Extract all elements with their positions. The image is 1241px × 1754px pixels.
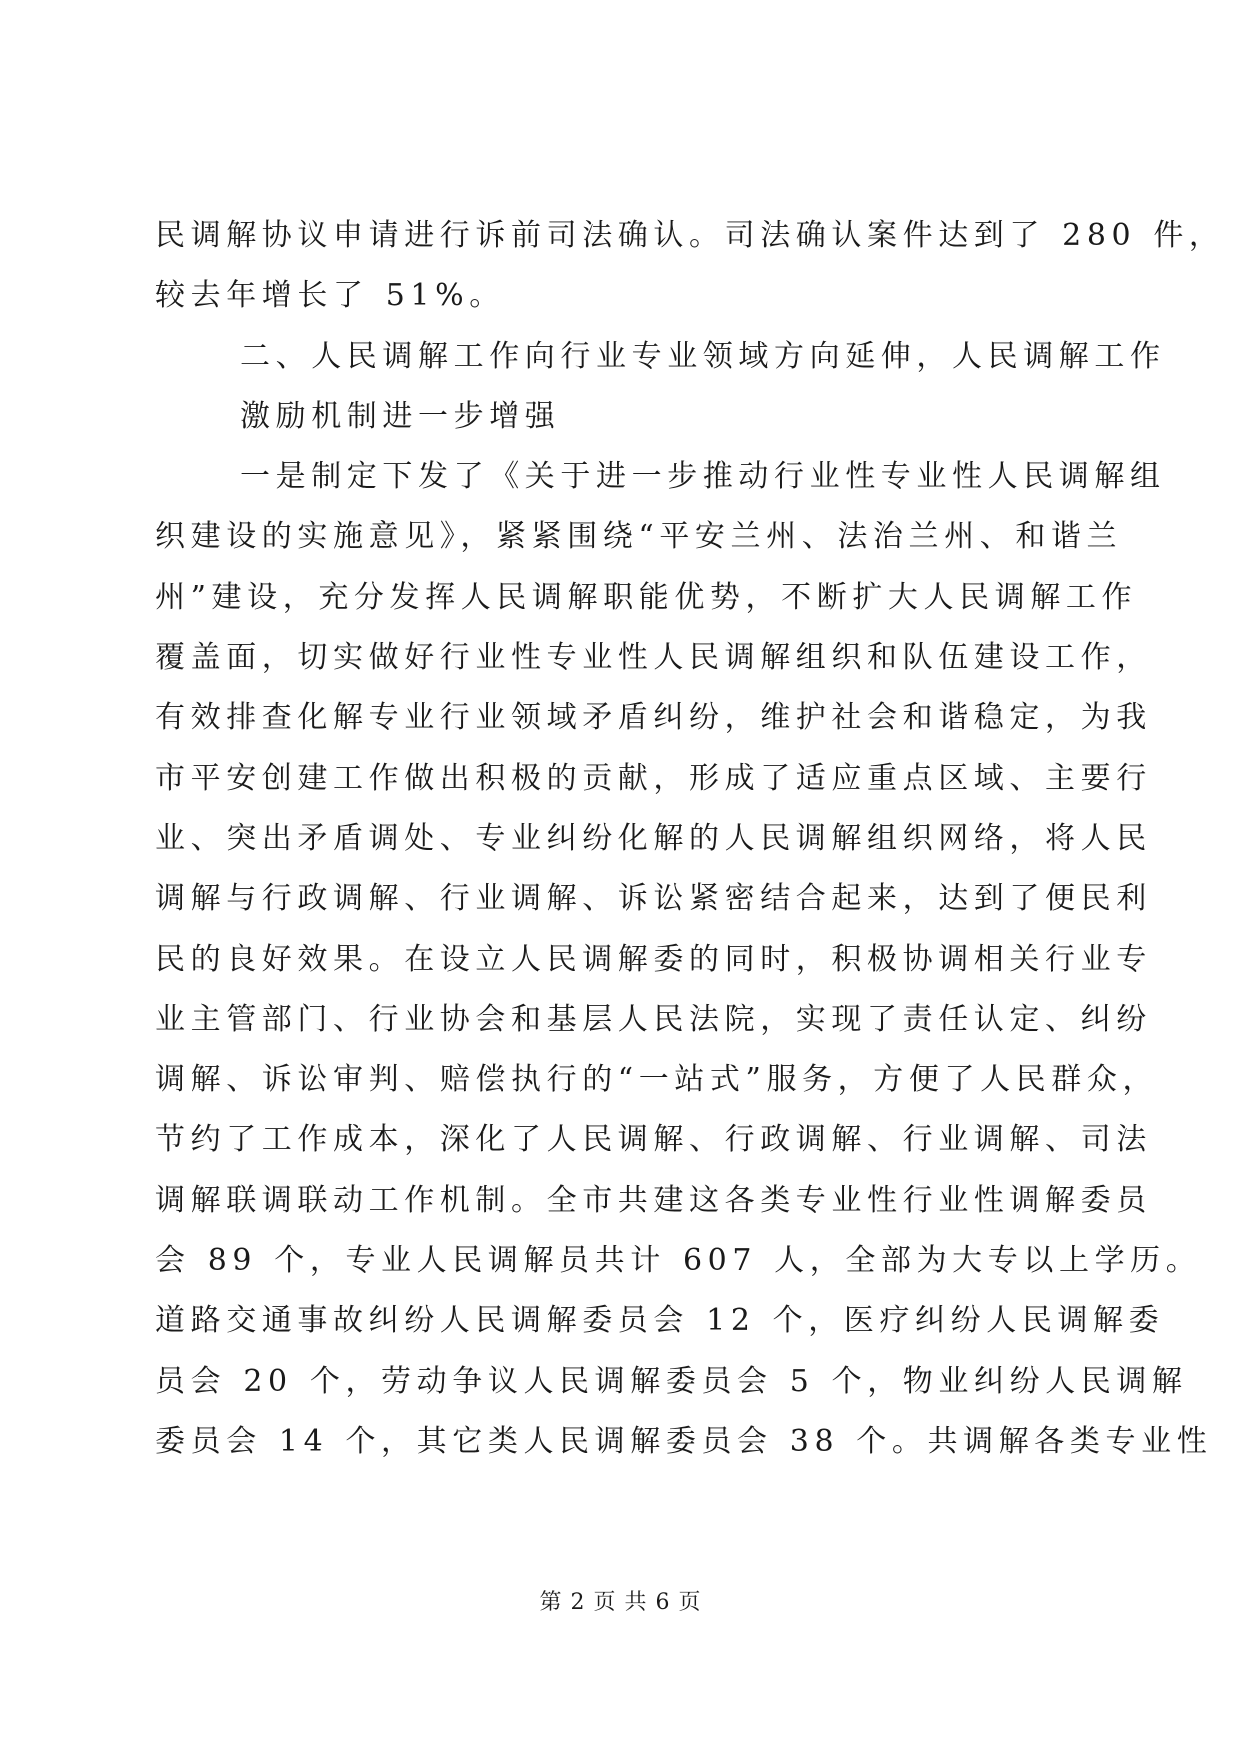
body-text-line: 织建设的实施意见》，紧紧围绕“平安兰州、法治兰州、和谐兰 xyxy=(155,519,1123,555)
body-text-line: 较去年增长了 51%。 xyxy=(155,278,505,314)
body-text-line: 一是制定下发了《关于进一步推动行业性专业性人民调解组 xyxy=(240,459,1166,495)
body-text-line: 市平安创建工作做出积极的贡献，形成了适应重点区域、主要行 xyxy=(155,760,1152,796)
body-text-line: 道路交通事故纠纷人民调解委员会 12 个，医疗纠纷人民调解委 xyxy=(155,1303,1165,1339)
body-text-line: 有效排查化解专业行业领域矛盾纠纷，维护社会和谐稳定，为我 xyxy=(155,700,1152,736)
body-text-line: 会 89 个，专业人民调解员共计 607 人，全部为大专以上学历。 xyxy=(155,1243,1202,1279)
body-text-line: 州”建设，充分发挥人民调解职能优势，不断扩大人民调解工作 xyxy=(155,579,1138,615)
body-text-line: 员会 20 个，劳动争议人民调解委员会 5 个，物业纠纷人民调解 xyxy=(155,1363,1188,1399)
body-text-line: 调解联调联动工作机制。全市共建这各类专业性行业性调解委员 xyxy=(155,1182,1152,1218)
body-text-line: 业、突出矛盾调处、专业纠纷化解的人民调解组织网络，将人民 xyxy=(155,820,1152,856)
body-text-line: 民调解协议申请进行诉前司法确认。司法确认案件达到了 280 件， xyxy=(155,218,1225,253)
body-text-line: 业主管部门、行业协会和基层人民法院，实现了责任认定、纠纷 xyxy=(155,1001,1152,1037)
page-number-footer: 第 2 页 共 6 页 xyxy=(539,1590,702,1615)
body-text-line: 调解与行政调解、行业调解、诉讼紧密结合起来，达到了便民利 xyxy=(155,881,1152,917)
body-text-line: 民的良好效果。在设立人民调解委的同时，积极协调相关行业专 xyxy=(155,941,1152,977)
body-text-line: 覆盖面，切实做好行业性专业性人民调解组织和队伍建设工作， xyxy=(155,640,1152,676)
document-body xyxy=(155,206,1225,1472)
body-text-line: 调解、诉讼审判、赔偿执行的“一站式”服务，方便了人民群众， xyxy=(155,1062,1159,1098)
section-heading-continued: 激励机制进一步增强 xyxy=(240,398,561,434)
body-text-line: 节约了工作成本，深化了人民调解、行政调解、行业调解、司法 xyxy=(155,1122,1152,1158)
section-heading: 二、人民调解工作向行业专业领域方向延伸，人民调解工作 xyxy=(240,338,1166,374)
body-text-line: 委员会 14 个，其它类人民调解委员会 38 个。共调解各类专业性 xyxy=(155,1423,1213,1459)
